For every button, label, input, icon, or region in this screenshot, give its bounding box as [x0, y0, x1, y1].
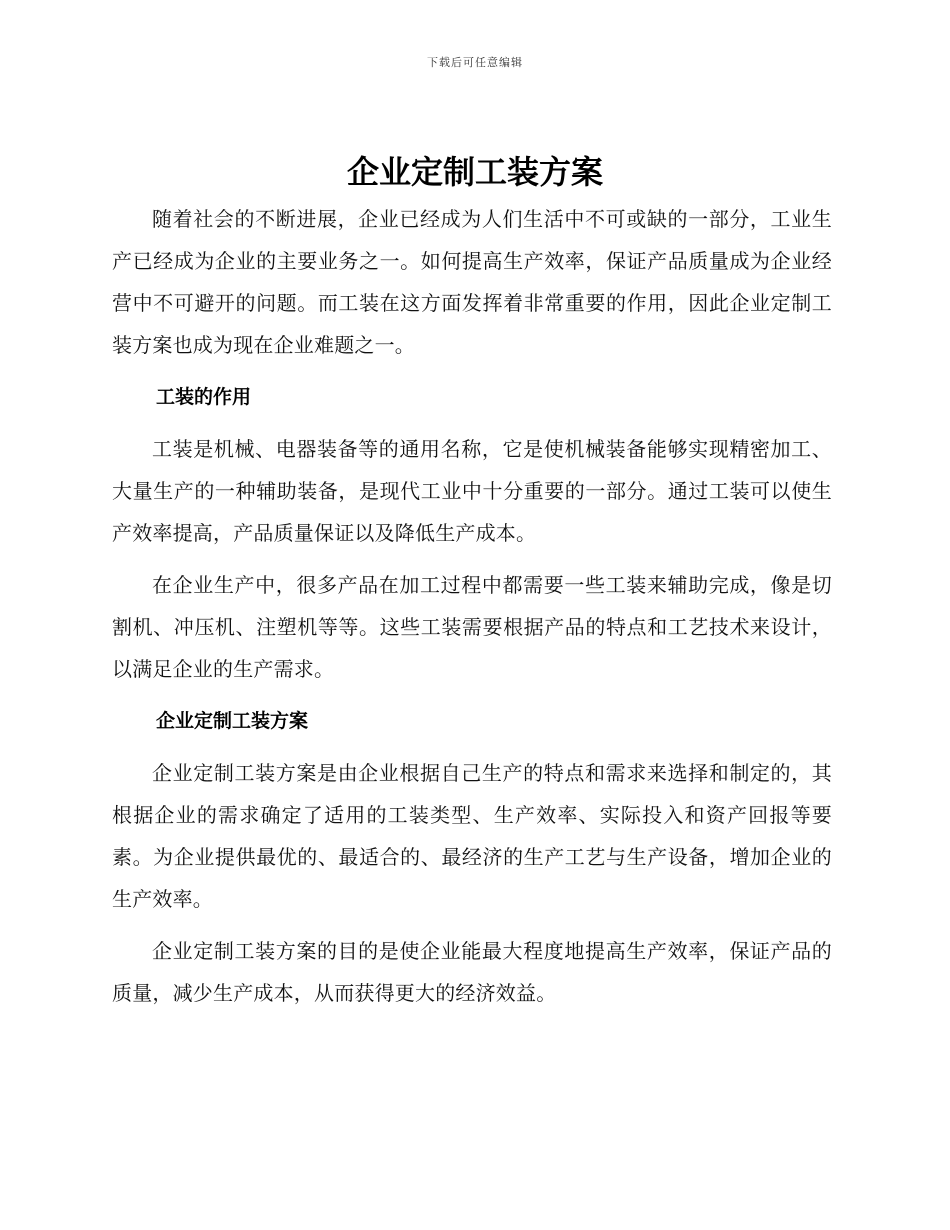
paragraph: 工装是机械、电器装备等的通用名称，它是使机械装备能够实现精密加工、大量生产的一种辅助装备，是现代工业中十分重要的一部分。通过工装可以使生产效率提高，产品质量保证以及降低生产成本。	[112, 437, 832, 545]
paragraph: 在企业生产中，很多产品在加工过程中都需要一些工装来辅助完成，像是切割机、冲压机、注塑机等等。这些工装需要根据产品的特点和工艺技术来设计，以满足企业的生产需求。	[112, 573, 832, 681]
header-note: 下载后可任意编辑	[427, 56, 523, 69]
section-heading-plan: 企业定制工装方案	[156, 710, 309, 732]
paragraph: 企业定制工装方案的目的是使企业能最大程度地提高生产效率，保证产品的质量，减少生产成本，从而获得更大的经济效益。	[112, 939, 832, 1005]
section-heading-role: 工装的作用	[156, 386, 252, 408]
document-title: 企业定制工装方案	[346, 153, 603, 191]
intro-paragraph: 随着社会的不断进展，企业已经成为人们生活中不可或缺的一部分，工业生产已经成为企业的主要业务之一。如何提高生产效率，保证产品质量成为企业经营中不可避开的问题。而工装在这方面发挥着非常重要的作用，因此企业定制工装方案也成为现在企业难题之一。	[112, 207, 832, 357]
paragraph: 企业定制工装方案是由企业根据自己生产的特点和需求来选择和制定的，其根据企业的需求确定了适用的工装类型、生产效率、实际投入和资产回报等要素。为企业提供最优的、最适合的、最经济的生产工艺与生产设备，增加企业的生产效率。	[112, 761, 832, 911]
document-body	[112, 198, 832, 1024]
